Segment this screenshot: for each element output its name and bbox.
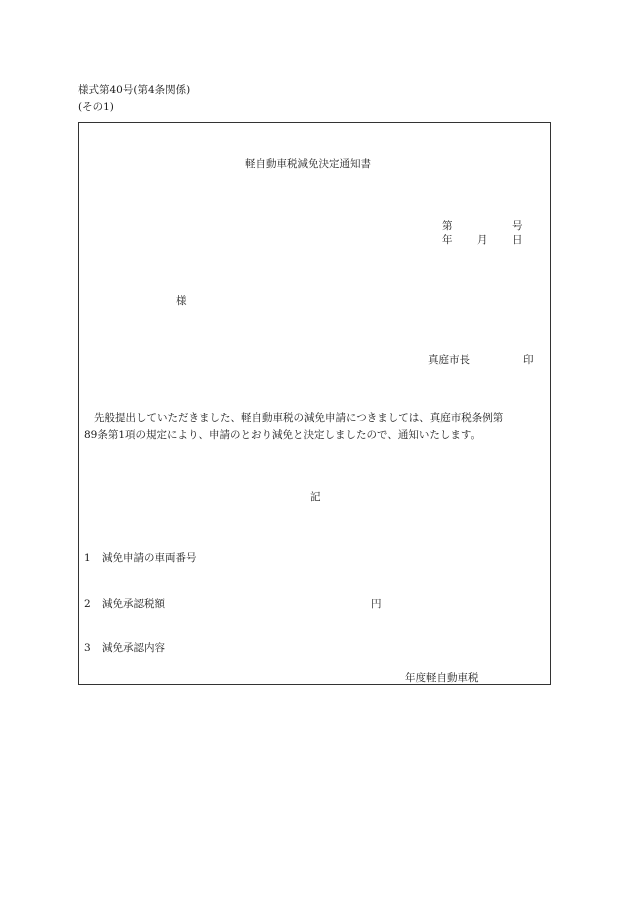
item-2-label: 減免承認税額 bbox=[102, 598, 165, 610]
item-3-number: 3 bbox=[84, 642, 91, 654]
seal-mark: 印 bbox=[523, 354, 534, 366]
form-number: 様式第40号(第4条関係) bbox=[78, 84, 191, 96]
item-3-label: 減免承認内容 bbox=[102, 642, 165, 654]
addressee-honorific: 様 bbox=[176, 295, 187, 307]
item-3-detail: 年度軽自動車税 bbox=[405, 672, 479, 684]
form-sub-number: (その1) bbox=[78, 101, 114, 113]
number-suffix: 号 bbox=[512, 220, 523, 232]
notice-body bbox=[84, 410, 546, 444]
date-month: 月 bbox=[477, 234, 488, 246]
date-year: 年 bbox=[442, 234, 453, 246]
issuer-name: 真庭市長 bbox=[428, 354, 470, 366]
document-title: 軽自動車税減免決定通知書 bbox=[245, 158, 371, 170]
number-label: 第 bbox=[442, 220, 453, 232]
date-day: 日 bbox=[512, 234, 523, 246]
ki-heading: 記 bbox=[310, 491, 321, 503]
notice-body-line-2: 89条第1項の規定により、申請のとおり減免と決定しましたので、通知いたします。 bbox=[84, 429, 481, 441]
item-1-number: 1 bbox=[84, 552, 91, 564]
item-2-number: 2 bbox=[84, 598, 91, 610]
item-1-label: 減免申請の車両番号 bbox=[102, 552, 197, 564]
notice-body-line-1: 先般提出していただきました、軽自動車税の減免申請につきましては、真庭市税条例第 bbox=[94, 412, 504, 424]
item-2-unit: 円 bbox=[371, 598, 382, 610]
